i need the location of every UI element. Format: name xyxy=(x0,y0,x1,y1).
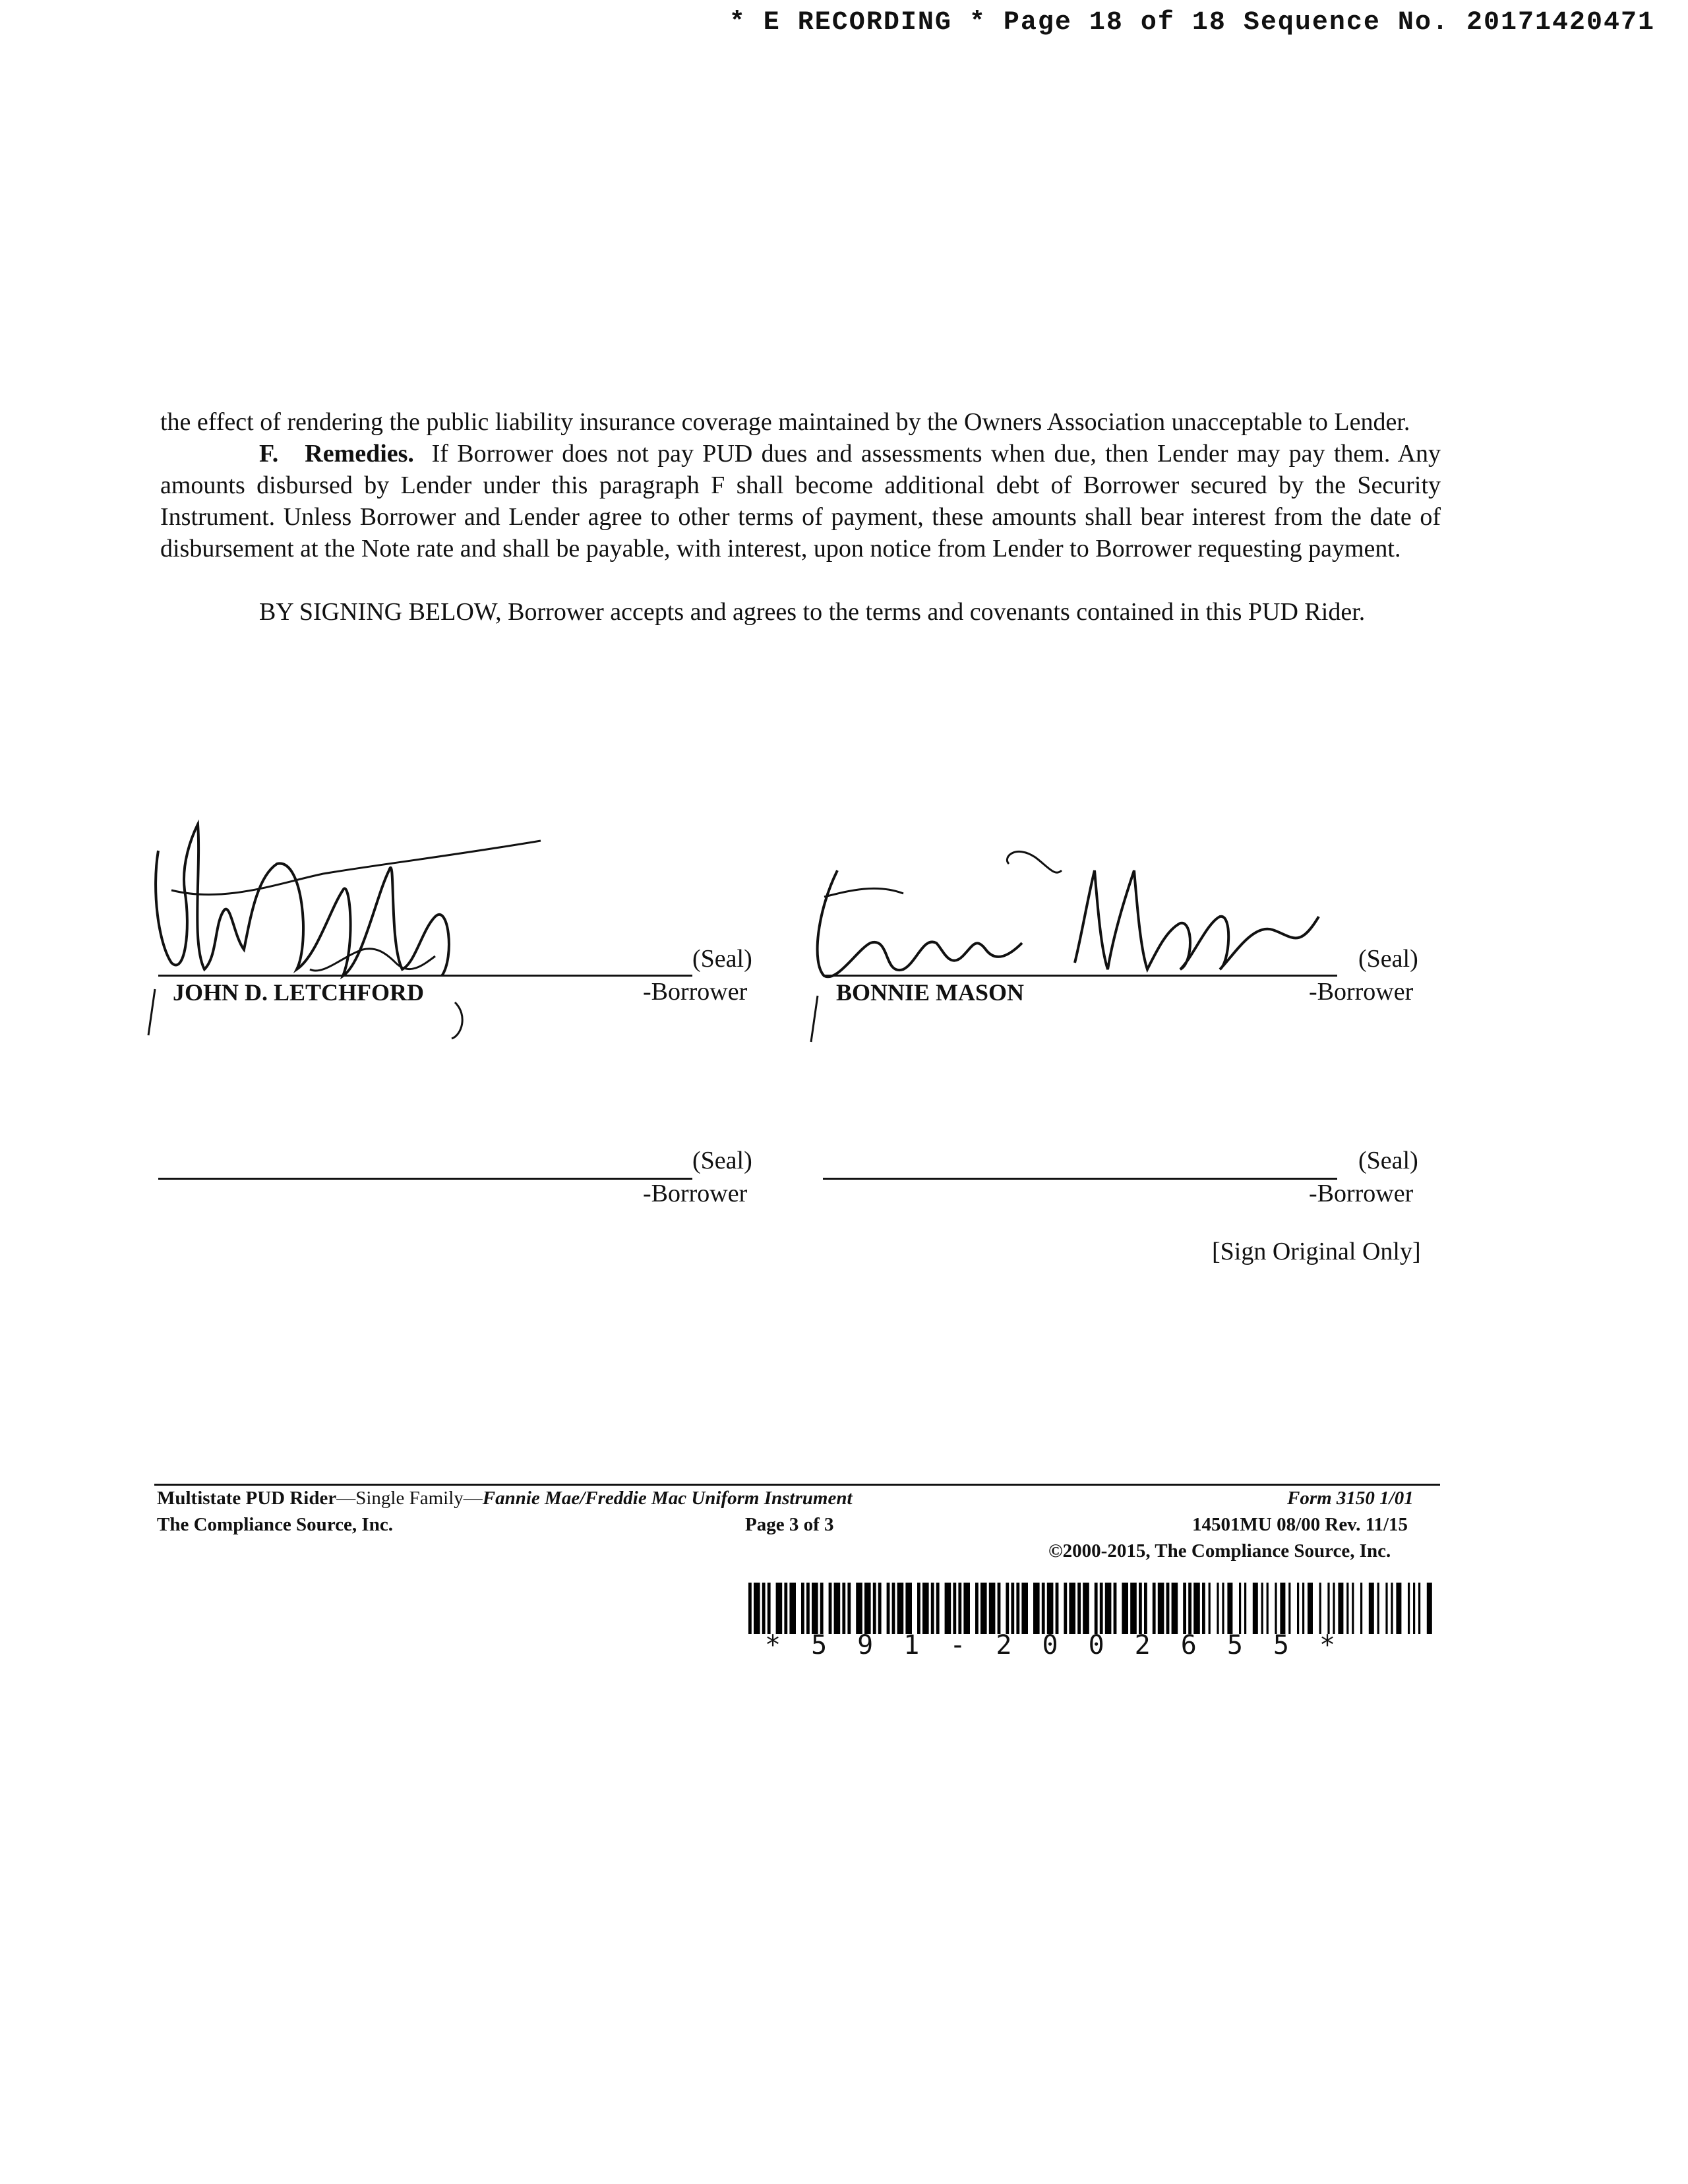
barcode-bar xyxy=(873,1583,876,1634)
barcode-bar xyxy=(1172,1583,1178,1634)
barcode-bar xyxy=(1047,1583,1054,1634)
barcode-bar xyxy=(762,1583,766,1634)
barcode-bar xyxy=(892,1583,895,1634)
barcode-bar xyxy=(1346,1583,1348,1634)
barcode-bar xyxy=(931,1583,934,1634)
footer-rule xyxy=(154,1484,1440,1486)
role-label-4: -Borrower xyxy=(1309,1180,1414,1207)
barcode-bar xyxy=(1327,1583,1329,1634)
barcode-bar xyxy=(1153,1583,1156,1634)
paragraph-signing xyxy=(160,596,1441,628)
role-label-1: -Borrower xyxy=(643,978,748,1006)
barcode-bar xyxy=(784,1583,787,1634)
barcode-bar xyxy=(1209,1583,1211,1634)
barcode-bar xyxy=(1280,1583,1285,1634)
barcode-bar xyxy=(1333,1583,1335,1634)
barcode-bar xyxy=(1288,1583,1290,1634)
section-title: Remedies. xyxy=(305,440,414,468)
barcode-bar xyxy=(1227,1583,1232,1634)
barcode-bar xyxy=(1253,1583,1258,1634)
barcode-bar xyxy=(998,1583,1001,1634)
paragraph-remedies xyxy=(160,438,1441,564)
barcode-bar xyxy=(1183,1583,1186,1634)
barcode-bar xyxy=(1369,1583,1374,1634)
paragraph-continuation: the effect of rendering the public liability insurance coverage maintained by the Owners Association unacceptable to Lender. xyxy=(160,408,1410,436)
barcode-bar xyxy=(905,1583,912,1634)
barcode-bar xyxy=(1069,1583,1075,1634)
barcode-bar xyxy=(975,1583,979,1634)
barcode-bar xyxy=(1033,1583,1040,1634)
barcode-bar xyxy=(1122,1583,1128,1634)
seal-label-2: (Seal) xyxy=(1358,945,1418,973)
barcode-bar xyxy=(1188,1583,1191,1634)
barcode-bar xyxy=(801,1583,804,1634)
barcode-bar xyxy=(842,1583,845,1634)
footer-revision: 14501MU 08/00 Rev. 11/15 xyxy=(1192,1514,1408,1535)
barcode-bar xyxy=(963,1583,970,1634)
barcode-bar xyxy=(789,1583,796,1634)
barcode-bar xyxy=(1352,1583,1354,1634)
barcode-bar xyxy=(1042,1583,1045,1634)
footer-form-title xyxy=(157,1488,853,1509)
barcode-bar xyxy=(768,1583,771,1634)
barcode-bar xyxy=(1360,1583,1362,1634)
seal-label-1: (Seal) xyxy=(692,945,752,973)
barcode-bar xyxy=(1011,1583,1014,1634)
barcode-bar xyxy=(1100,1583,1103,1634)
barcode-bar xyxy=(1244,1583,1246,1634)
barcode-bar xyxy=(958,1583,961,1634)
signer-name-2: BONNIE MASON xyxy=(836,979,1025,1006)
recording-header: * E RECORDING * Page 18 of 18 Sequence No. 20171420471 xyxy=(729,8,1655,38)
section-letter: F. xyxy=(259,440,279,468)
barcode-bar xyxy=(1275,1583,1277,1634)
signature-bonnie-mason xyxy=(798,831,1325,1048)
barcode-bar xyxy=(820,1583,824,1634)
signature-line-4 xyxy=(823,1178,1337,1180)
barcode-bar xyxy=(1095,1583,1098,1634)
barcode-bar xyxy=(1016,1583,1019,1634)
barcode-bar xyxy=(1261,1583,1263,1634)
barcode-bar xyxy=(776,1583,783,1634)
barcode-bar xyxy=(1377,1583,1379,1634)
signing-statement: BY SIGNING BELOW, Borrower accepts and agrees to the terms and covenants contained in this PUD Rider. xyxy=(259,598,1366,626)
barcode-bar xyxy=(864,1583,871,1634)
barcode-bar xyxy=(1267,1583,1269,1634)
barcode-bar xyxy=(878,1583,882,1634)
barcode-bar xyxy=(1139,1583,1142,1634)
barcode-bar xyxy=(922,1583,929,1634)
signature-john-letchford xyxy=(145,811,554,1042)
footer-title-a: Multistate PUD Rider xyxy=(157,1488,337,1509)
barcode-bar xyxy=(1418,1583,1420,1634)
barcode-bar xyxy=(1408,1583,1410,1634)
barcode-bar xyxy=(1338,1583,1343,1634)
barcode-bar xyxy=(1222,1583,1224,1634)
barcode-bar xyxy=(1114,1583,1117,1634)
barcode-bar xyxy=(1202,1583,1205,1634)
barcode-bar xyxy=(1083,1583,1089,1634)
barcode-bar xyxy=(834,1583,841,1634)
signature-line-3 xyxy=(158,1178,692,1180)
section-text: If Borrower does not pay PUD dues and assessments when due, then Lender may pay them. Any amounts disbursed by Lender under this paragraph F shall become additional debt of Borrower secured by the Security Instrument. Unless Borrower and Lender agree to other terms of payment, these amounts shall bear interest from the date of disbursement at the Note rate and shall be payable, with interest, upon notice from Lender to Borrower requesting payment. xyxy=(160,440,1441,562)
barcode-bar xyxy=(1193,1583,1200,1634)
barcode-bar xyxy=(1396,1583,1401,1634)
barcode-bar xyxy=(1077,1583,1081,1634)
document-body xyxy=(160,406,1441,628)
barcode-bar xyxy=(856,1583,862,1634)
barcode-bar xyxy=(1239,1583,1241,1634)
barcode-bar xyxy=(1413,1583,1415,1634)
barcode-bar xyxy=(1064,1583,1067,1634)
barcode-bar xyxy=(1006,1583,1009,1634)
barcode-bar xyxy=(887,1583,890,1634)
barcode-bar xyxy=(812,1583,818,1634)
barcode-bar xyxy=(1166,1583,1170,1634)
footer-form-number: Form 3150 1/01 xyxy=(1287,1488,1414,1509)
barcode-number: *591-2002655* xyxy=(765,1630,1366,1660)
barcode-bar xyxy=(897,1583,904,1634)
barcode-bar xyxy=(980,1583,987,1634)
barcode-bar xyxy=(1391,1583,1393,1634)
barcode xyxy=(748,1583,1434,1634)
footer-company: The Compliance Source, Inc. xyxy=(157,1514,393,1535)
sign-original-note: [Sign Original Only] xyxy=(1212,1238,1421,1265)
barcode-bar xyxy=(1427,1583,1432,1634)
barcode-bar xyxy=(1217,1583,1219,1634)
barcode-bar xyxy=(1308,1583,1313,1634)
barcode-bar xyxy=(806,1583,810,1634)
seal-label-4: (Seal) xyxy=(1358,1147,1418,1174)
barcode-bar xyxy=(1056,1583,1059,1634)
barcode-bar xyxy=(936,1583,940,1634)
barcode-bar xyxy=(1144,1583,1147,1634)
signer-name-1: JOHN D. LETCHFORD xyxy=(173,979,425,1006)
barcode-bar xyxy=(829,1583,832,1634)
footer-copyright: ©2000-2015, The Compliance Source, Inc. xyxy=(1048,1540,1391,1562)
barcode-bar xyxy=(1319,1583,1321,1634)
barcode-bar xyxy=(1130,1583,1137,1634)
seal-label-3: (Seal) xyxy=(692,1147,752,1174)
footer-title-b: —Single Family— xyxy=(336,1488,483,1509)
barcode-bar xyxy=(847,1583,851,1634)
barcode-bar xyxy=(754,1583,760,1634)
footer-title-c: Fannie Mae/Freddie Mac Uniform Instrument xyxy=(482,1488,853,1509)
footer-page-number: Page 3 of 3 xyxy=(745,1514,834,1535)
barcode-bar xyxy=(1158,1583,1164,1634)
barcode-bar xyxy=(1105,1583,1112,1634)
signature-line-1 xyxy=(158,975,692,977)
barcode-bar xyxy=(1302,1583,1304,1634)
barcode-bar xyxy=(989,1583,996,1634)
barcode-bar xyxy=(1385,1583,1387,1634)
barcode-bar xyxy=(945,1583,951,1634)
barcode-bar xyxy=(748,1583,752,1634)
barcode-bar xyxy=(917,1583,920,1634)
role-label-3: -Borrower xyxy=(643,1180,748,1207)
role-label-2: -Borrower xyxy=(1309,978,1414,1006)
signature-line-2 xyxy=(823,975,1337,977)
barcode-bar xyxy=(1021,1583,1028,1634)
barcode-bar xyxy=(953,1583,956,1634)
barcode-bar xyxy=(1297,1583,1299,1634)
